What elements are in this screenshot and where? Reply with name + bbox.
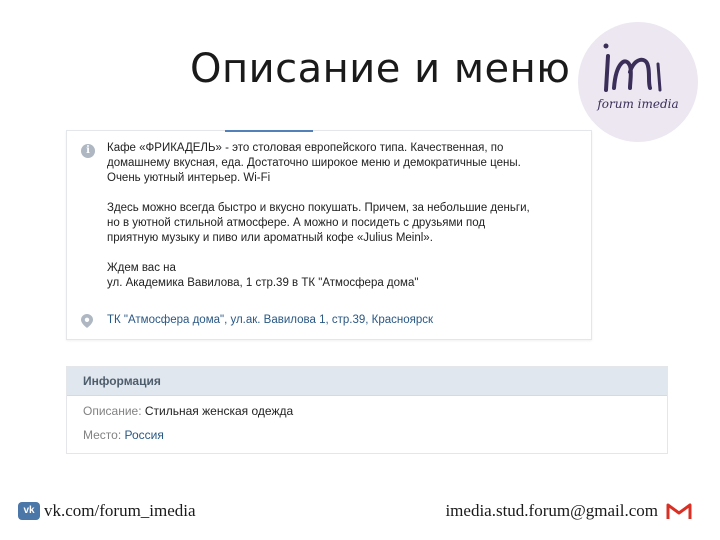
address-link[interactable]: ТК "Атмосфера дома", ул.ак. Вавилова 1, стр.39, Красноярск: [107, 314, 434, 326]
info-panel-header: Информация: [67, 367, 667, 396]
location-link[interactable]: Россия: [124, 428, 164, 442]
info-icon: i: [81, 144, 95, 158]
location-pin-icon: [81, 314, 93, 328]
description-line: ул. Академика Вавилова, 1 стр.39 в ТК "Атмосфера дома": [107, 277, 419, 289]
field-value: Стильная женская одежда: [144, 404, 294, 418]
gmail-icon: [666, 502, 692, 520]
description-text: [107, 141, 581, 291]
field-label: Место:: [83, 428, 122, 442]
description-line: Кафе «ФРИКАДЕЛЬ» - это столовая европейского типа. Качественная, по: [107, 142, 504, 154]
address-row: [81, 313, 581, 329]
footer-email: [445, 500, 692, 522]
description-panel: [66, 130, 592, 340]
vk-link[interactable]: vk.com/forum_imedia: [44, 501, 196, 520]
description-line: но в уютной стильной атмосфере. А можно и посидеть с друзьями под: [107, 217, 486, 229]
description-line: приятную музыку и пиво или ароматный кофе «Julius Meinl».: [107, 232, 433, 244]
email-link[interactable]: imedia.stud.forum@gmail.com: [445, 501, 658, 520]
description-line: Ждем вас на: [107, 262, 176, 274]
field-label: Описание:: [83, 404, 142, 418]
description-line: Очень уютный интерьер. Wi-Fi: [107, 172, 271, 184]
info-field-location: [83, 427, 164, 443]
info-panel: [66, 366, 668, 454]
footer-vk: [18, 500, 196, 522]
vk-icon: vk: [18, 502, 40, 520]
active-tab-indicator: [225, 130, 313, 132]
description-line: Здесь можно всегда быстро и вкусно покушать. Причем, за небольшие деньги,: [107, 202, 530, 214]
description-line: домашнему вкусная, еда. Достаточно широкое меню и демократичные цены.: [107, 157, 521, 169]
logo-text: forum imedia: [597, 97, 679, 111]
forum-imedia-logo: [578, 22, 698, 142]
info-field-description: [83, 403, 293, 419]
slide-title: Описание и меню: [190, 46, 571, 92]
logo-mark-icon: [578, 22, 698, 142]
